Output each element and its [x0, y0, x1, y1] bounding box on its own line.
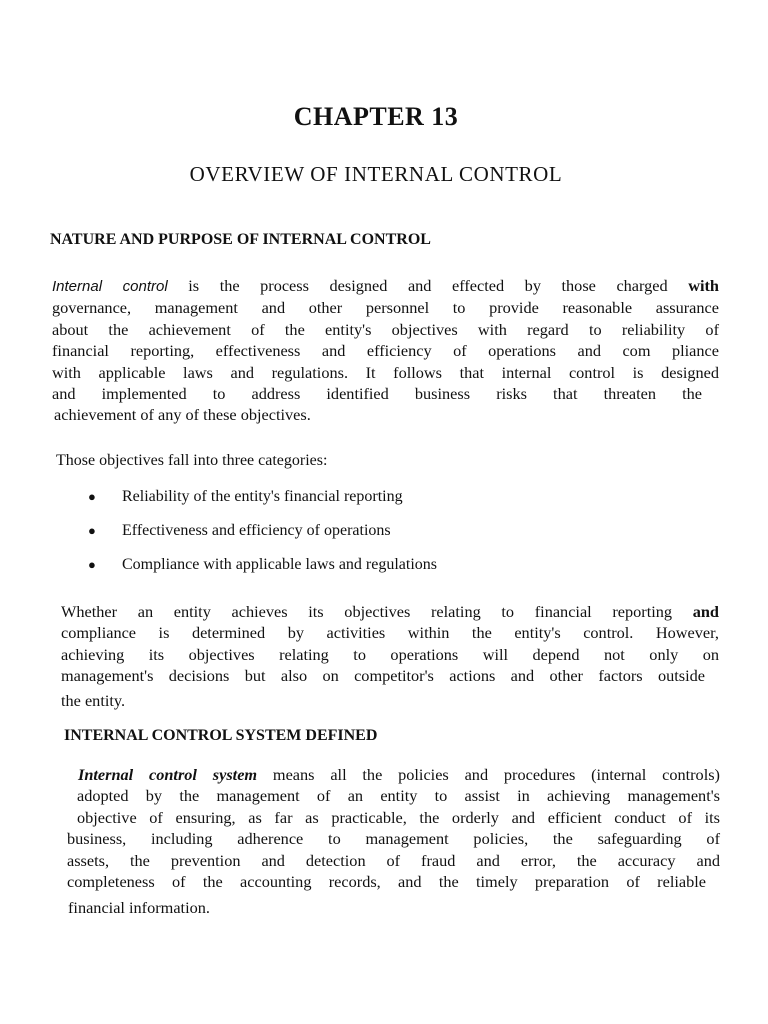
bold-word: with: [688, 276, 719, 295]
bullet-icon: ●: [88, 489, 96, 504]
bullet-icon: ●: [88, 523, 96, 538]
paragraph-objectives-achievement: [61, 601, 719, 711]
section-heading-definition: INTERNAL CONTROL SYSTEM DEFINED: [64, 727, 378, 744]
paragraph-line: Internal control system means all the policies and procedures (internal controls): [78, 765, 720, 784]
chapter-label: CHAPTER 13: [293, 102, 459, 131]
paragraph-line: compliance is determined by activities within the entity's control. However,: [61, 623, 719, 643]
italic-term: Internal control: [52, 278, 168, 295]
paragraph-internal-control-system: [67, 764, 720, 919]
paragraph-line: governance, management and other personnel to provide reasonable assurance: [52, 298, 719, 318]
section-heading-nature: NATURE AND PURPOSE OF INTERNAL CONTROL: [50, 231, 431, 248]
objectives-list: [88, 488, 437, 590]
paragraph-line: financial reporting, effectiveness and efficiency of operations and com pliance: [52, 341, 719, 361]
list-item: ● Effectiveness and efficiency of operations: [88, 522, 391, 539]
paragraph-line: about the achievement of the entity's objectives with regard to reliability of: [52, 319, 719, 339]
categories-intro: Those objectives fall into three categories:: [56, 452, 328, 469]
bold-italic-term: Internal control system: [78, 765, 258, 784]
chapter-title: OVERVIEW OF INTERNAL CONTROL: [189, 162, 563, 186]
paragraph-line: completeness of the accounting records, and the timely preparation of reliable: [67, 872, 706, 892]
paragraph-line: and implemented to address identified business risks that threaten the: [52, 384, 702, 404]
list-item: ● Reliability of the entity's financial reporting: [88, 488, 403, 505]
paragraph-line: financial information.: [68, 898, 210, 918]
paragraph-line: management's decisions but also on competitor's actions and other factors outside: [61, 666, 705, 686]
paragraph-line: objective of ensuring, as far as practicable, the orderly and efficient conduct of its: [77, 807, 720, 827]
paragraph-line: Internal control is the process designed and effected by those charged with: [52, 276, 719, 295]
paragraph-line: achieving its objectives relating to operations will depend not only on: [61, 644, 719, 664]
paragraph-internal-control-definition: [52, 275, 719, 426]
paragraph-line: the entity.: [61, 690, 126, 710]
paragraph-line: business, including adherence to management policies, the safeguarding of: [67, 829, 720, 849]
bullet-icon: ●: [88, 557, 96, 572]
paragraph-line: with applicable laws and regulations. It follows that internal control is designed: [52, 362, 719, 382]
paragraph-line: adopted by the management of an entity to assist in achieving management's: [77, 786, 720, 806]
paragraph-line: achievement of any of these objectives.: [54, 405, 311, 425]
list-item: ● Compliance with applicable laws and regulations: [88, 556, 438, 573]
bold-word: and: [692, 602, 719, 621]
paragraph-line: Whether an entity achieves its objectives relating to financial reporting and: [61, 602, 719, 621]
paragraph-line: assets, the prevention and detection of fraud and error, the accuracy and: [67, 850, 720, 870]
